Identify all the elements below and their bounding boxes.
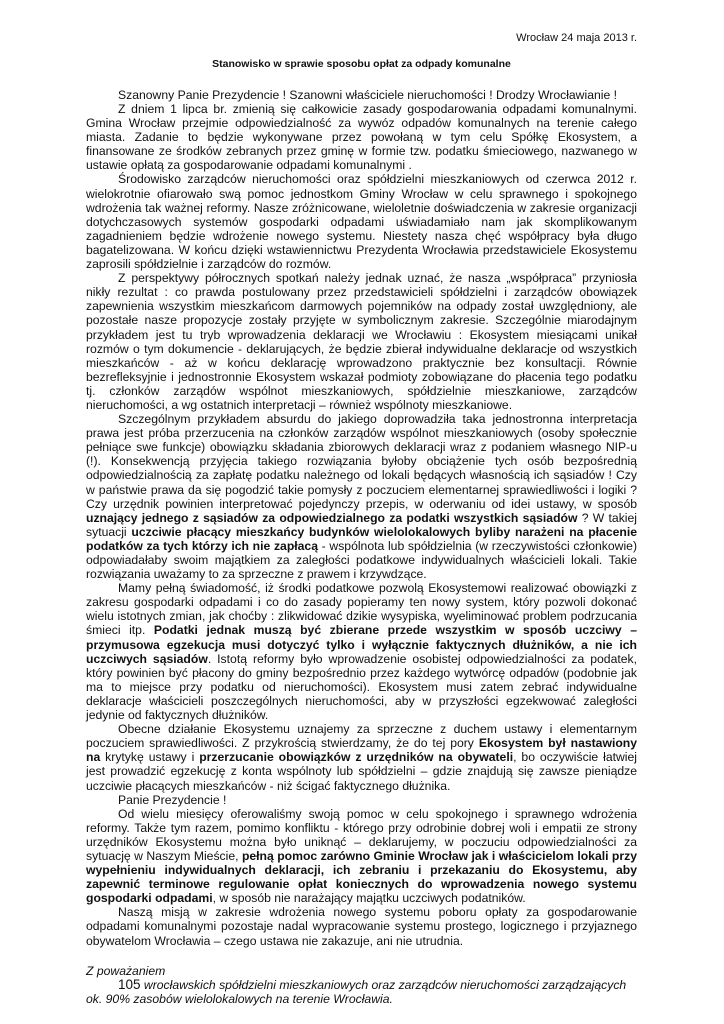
paragraph-5-bold: Podatki jednak muszą być zbierane przede wszystkim w sposób uczciwy – przymusowa egzekucja musi dotyczyć tylko i wyłącznie faktycznych dłużników, a nie ich uczciwych sąsiadów [86,623,637,666]
paragraph-1: Z dniem 1 lipca br. zmienią się całkowicie zasady gospodarowania odpadami komunalnymi. Gmina Wrocław przejmie odpowiedzialność za wywóz odpadów komunalnych na terenie całego miasta. Zadanie to będzie wykonywane przez powołaną w tym celu Spółkę Ekosystem, a finansowane ze środków zebranych przez gminę w formie tzw. podatku śmieciowego, nazwanego w ustawie opłatą za gospodarowanie odpadami komunalnymi . [86,102,637,173]
letter-title: Stanowisko w sprawie sposobu opłat za odpady komunalne [212,58,511,70]
paragraph-5-text-a: Mamy pełną świadomość, iż środki podatkowe pozwolą Ekosystemowi realizować obowiązki z zakresu gospodarki odpadami i co do zasady popieramy ten nowy system, który pozwoli dokonać wielu istotnych zmian, jak choćby : zlikwidować dzikie wysypiska, wyeliminować problem podrzucania śmieci itp. [86,581,637,638]
paragraph-6-bold-a: Ekosystem był nastawiony na [86,736,637,765]
signature-text [86,978,637,1006]
paragraph-6-text-c: , bo oczywiście łatwiej jest prowadzić egzekucję z konta wspólnoty lub spółdzielni – gdzie znajdują się zawsze pieniądze uczciwie płacących mieszkańców - niż ścigać faktycznego dłużnika. [86,750,637,793]
paragraph-7: Panie Prezydencie ! [118,792,227,807]
paragraph-4-text-b: ? W takiej sytuacji [86,510,637,539]
paragraph-4-bold-a: uznający jednego z sąsiadów za odpowiedzialnego za podatki wszystkich sąsiadów [86,510,578,525]
greeting: Szanowny Panie Prezydencie ! Szanowni właściciele nieruchomości ! Drodzy Wrocławianie ! [118,88,618,102]
paragraph-8-bold: pełną pomoc zarówno Gminie Wrocław jak i właścicielom lokali przy wypełnieniu indywidualnych deklaracji, ich zebraniu i przekazaniu do Ekosystemu, aby zapewnić terminowe regulowanie opłat koniecznych do wprowadzenia nowego systemu gospodarki odpadami [86,848,637,906]
paragraph-6-text-a: Obecne działanie Ekosystemu uznajemy za sprzeczne z duchem ustawy i elementarnym poczuciem sprawiedliwości. Z przykrością stwierdzamy, że do tej pory [86,722,637,751]
paragraph-4-bold-b: uczciwie płacący mieszkańcy budynków wielolokalowych byliby narażeni na płacenie podatków za tych którzy ich nie zapłacą [86,524,637,553]
paragraph-3: Z perspektywy półrocznych spotkań należy jednak uznać, że nasza „współpraca” przyniosła nikły rezultat : co prawda postulowany przez przedstawicieli spółdzielni i zarządców obowiązek zapewnienia wszystkim mieszkańcom darmowych pojemników na odpady został uwzględniony, ale pozostałe nasze propozycje zostały przyjęte w symbolicznym zakresie. Szczególnie miarodajnym przykładem jest tu tryb wprowadzenia deklaracji we Wrocławiu : Ekosystem miesiącami unikał rozmów o tym dokumencie - deklarujących, że będzie zbierał indywidualne deklaracje od wszystkich mieszkańców - aż w końcu deklarację wprowadzono praktycznie bez konsultacji. Równie bezrefleksyjnie i jednostronnie Ekosystem wskazał podmioty zobowiązane do płacenia tego podatku tj. członków zarządów wspólnot mieszkaniowych, spółdzielnie mieszkaniowe, zarządców nieruchomości, a wg ostatnich interpretacji – również wspólnoty mieszkaniowe. [86,271,637,412]
letter-date: Wrocław 24 maja 2013 r. [516,32,637,44]
paragraph-2: Środowisko zarządców nieruchomości oraz spółdzielni mieszkaniowych od czerwca 2012 r. wielokrotnie ofiarowało swą pomoc jednostkom Gminy Wrocław w celu sprawnego i spokojnego wdrożenia tak ważnej reformy. Nasze zróżnicowane, wieloletnie doświadczenia w zakresie organizacji dotychczasowych systemów gospodarki odpadami uświadamiało nam jak skomplikowanym zagadnieniem będzie wdrożenie nowego systemu. Niestety nasza chęć współpracy była długo bagatelizowana. W końcu dzięki wstawiennictwu Prezydenta Wrocławia przedstawiciele Ekosystemu zaprosili spółdzielnie i zarządców do rozmów. [86,172,637,272]
letter-page [86,32,637,1006]
paragraph-6-bold-b: przerzucanie obowiązków z urzędników na obywateli [199,750,514,765]
paragraph-4 [86,412,637,581]
paragraph-4-text-c: - wspólnota lub spółdzielnia (w rzeczywistości członkowie) odpowiadałaby swoim majątkiem za zaległości podatkowe indywidualnych właścicieli lokali. Takie rozwiązania uważamy to za sprzeczne z prawem i krzywdzące. [86,538,637,582]
paragraph-6 [86,722,637,792]
signature-closing: Z poważaniem [86,963,166,978]
signature-description: wrocławskich spółdzielni mieszkaniowych oraz zarządców nieruchomości zarządzających ok. 90% zasobów wielolokalowych na terenie Wrocławia. [86,977,627,1006]
paragraph-8 [86,807,637,906]
paragraph-8-text-b: , w sposób nie narażający majątku uczciwych podatników. [212,891,526,906]
paragraph-6-text-b: krytykę ustawy i [100,750,200,765]
paragraph-5 [86,581,637,722]
paragraph-9: Naszą misją w zakresie wdrożenia nowego systemu poboru opłaty za gospodarowanie odpadami komunalnymi pozostaje nadal wypracowanie systemu prostego, logicznego i przyjaznego obywatelom Wrocławia – czego ustawa nie zakazuje, ani nie utrudnia. [86,905,637,948]
paragraph-4-text-a: Szczególnym przykładem absurdu do jakiego doprowadziła taka jednostronna interpretacja prawa jest próba przerzucenia na członków zarządów wspólnot mieszkaniowych (osoby społecznie pełniące swe funkcje) obowiązku składania zbiorowych deklaracji wraz z podaniem własnego NIP-u (!). Konsekwencją przyjęcia takiego rozwiązania byłoby obciążenie tych osób bezpośrednią odpowiedzialnością za zapłatę podatku należnego od lokali będących własnością ich sąsiadów ! Czy w państwie prawa da się pogodzić takie pomysły z poczuciem elementarnej sprawiedliwości i logiki ? Czy urzędnik powinien interpretować pojedynczy przepis, w oderwaniu od idei ustawy, w sposób [86,412,637,511]
paragraph-8-text-a: Od wielu miesięcy oferowaliśmy swoją pomoc w celu spokojnego i sprawnego wdrożenia reformy. Także tym razem, pomimo konfliktu - którego przy odrobinie dobrej woli i empatii ze strony urzędników Ekosystemu można było uniknąć – deklarujemy, w poczuciu odpowiedzialności za sytuację w Naszym Mieście, [86,806,637,863]
signature-count: 105 [118,976,141,992]
paragraph-5-text-b: . Istotą reformy było wprowadzenie osobistej odpowiedzialności za podatek, który powinien być płacony do gminy bezpośrednio przez każdego wytwórcę odpadów (podobnie jak ma to miejsce przy podatku od nieruchomości). Ekosystem musi zatem zebrać indywidualne deklaracje właścicieli poszczególnych nieruchomości, aby w przyszłości egzekwować zaległości jedynie od faktycznych dłużników. [86,651,637,723]
